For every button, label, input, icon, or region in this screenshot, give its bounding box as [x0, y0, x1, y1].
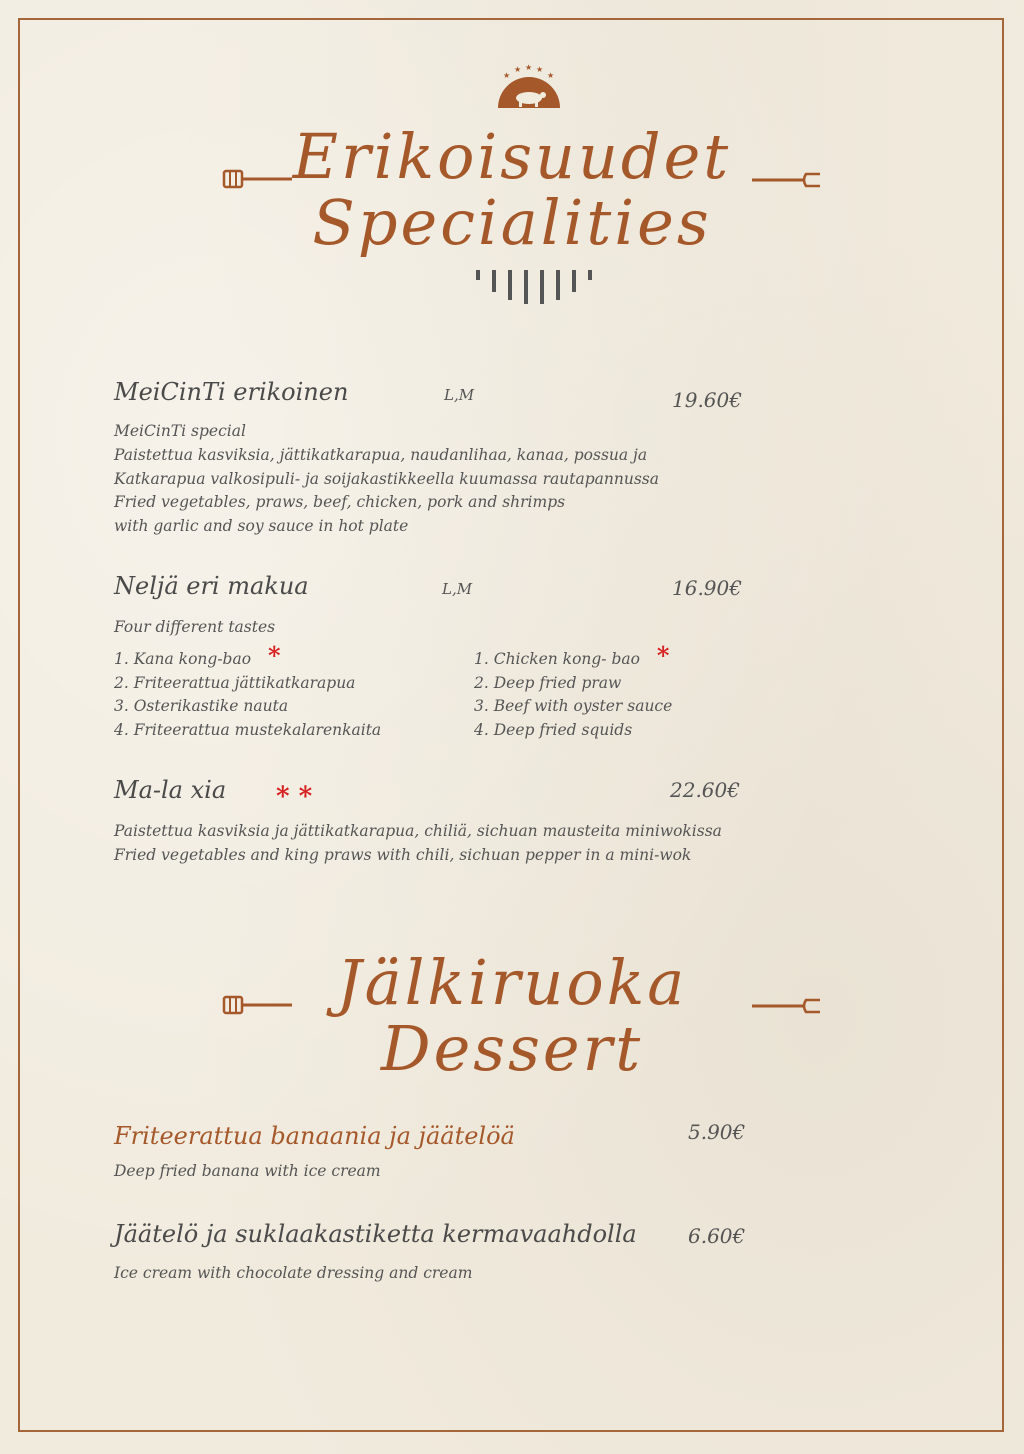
desc-line: Fried vegetables, praws, beef, chicken, pork and shrimps: [114, 493, 566, 511]
list-item: 1. Kana kong-bao *: [114, 641, 281, 670]
dish-price: 16.90€: [672, 576, 742, 600]
dessert-title-en: Dessert: [380, 1012, 644, 1085]
dish-name: Neljä eri makua: [114, 572, 309, 600]
specialities-title-en: Specialities: [312, 186, 712, 259]
svg-text:★: ★: [536, 65, 544, 74]
svg-text:★: ★: [503, 71, 511, 80]
spicy-star-icon: *: [268, 641, 281, 670]
taste-list-fi: [114, 641, 382, 742]
taste-list-en: [474, 641, 673, 742]
dish-price: 19.60€: [672, 388, 742, 412]
dessert-price: 6.60€: [688, 1224, 746, 1248]
desc-line: Katkarapua valkosipuli- ja soijakastikkeella kuumassa rautapannussa: [114, 469, 659, 488]
dessert-price: 5.90€: [688, 1120, 746, 1144]
dish-description: [114, 444, 659, 538]
dish-description: [114, 820, 722, 867]
desc-line: Paistettua kasviksia, jättikatkarapua, naudanlihaa, kanaa, possua ja: [114, 446, 648, 464]
stripes-decoration-icon: [470, 266, 606, 306]
list-item: 3. Beef with oyster sauce: [474, 697, 673, 715]
restaurant-pig-logo-icon: [494, 62, 564, 112]
list-item: 3. Osterikastike nauta: [114, 697, 289, 715]
dish-subtitle: MeiCinTi special: [114, 422, 246, 440]
list-item: 1. Chicken kong- bao *: [474, 641, 670, 670]
dessert-name: Jäätelö ja suklaakastiketta kermavaahdolla: [114, 1220, 637, 1248]
desc-line: Paistettua kasviksia ja jättikatkarapua, chiliä, sichuan mausteita miniwokissa: [114, 822, 722, 840]
spicy-star-icon: *: [656, 641, 670, 670]
list-item: 2. Deep fried praw: [474, 673, 622, 692]
spicy-stars-icon: * *: [276, 782, 313, 812]
list-item: 2. Friteerattua jättikatkarapua: [114, 673, 356, 692]
dish-subtitle: Four different tastes: [114, 618, 276, 636]
dessert-description: Deep fried banana with ice cream: [114, 1162, 381, 1180]
desc-line: Fried vegetables and king praws with chili, sichuan pepper in a mini-wok: [114, 845, 692, 864]
dish-name: Ma-la xia: [114, 776, 227, 804]
dessert-name: Friteerattua banaania ja jäätelöä: [114, 1122, 515, 1150]
diet-tags: L,M: [442, 580, 473, 598]
dessert-title-fi: Jälkiruoka: [336, 946, 688, 1019]
list-item: 4. Deep fried squids: [474, 720, 633, 739]
svg-text:★: ★: [547, 71, 555, 80]
svg-text:★: ★: [525, 63, 533, 72]
list-item: 4. Friteerattua mustekalarenkaita: [114, 720, 382, 739]
dish-name: MeiCinTi erikoinen: [114, 378, 349, 406]
specialities-title-fi: Erikoisuudet: [292, 120, 732, 193]
dessert-description: Ice cream with chocolate dressing and cream: [114, 1264, 473, 1282]
diet-tags: L,M: [444, 386, 475, 404]
dish-price: 22.60€: [670, 778, 740, 802]
svg-text:★: ★: [514, 65, 522, 74]
desc-line: with garlic and soy sauce in hot plate: [114, 516, 409, 535]
